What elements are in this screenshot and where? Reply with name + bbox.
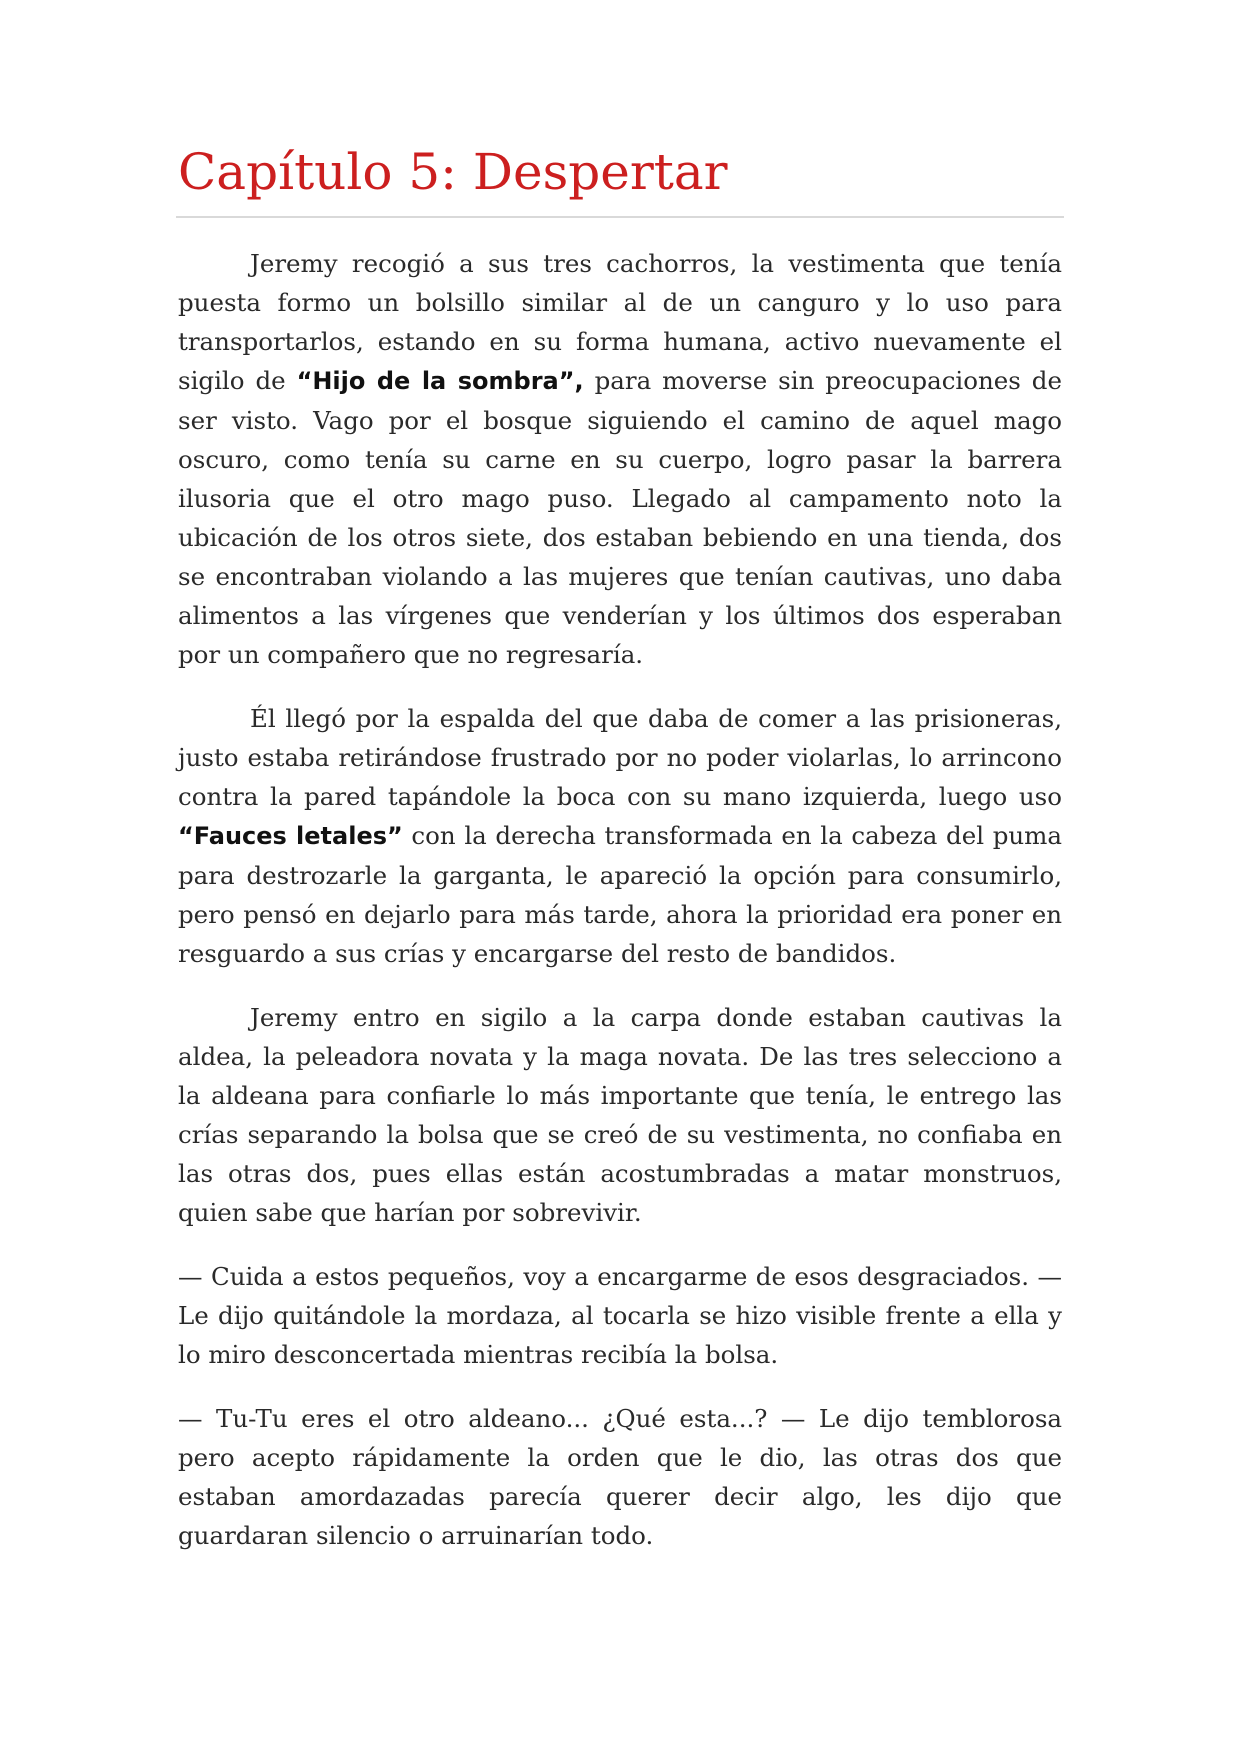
page-content — [176, 142, 1064, 1580]
paragraph-2-text-a: Él llegó por la espalda del que daba de comer a las prisioneras, justo estaba retirándose frustrado por no poder violarlas, lo arrincono contra la pared tapándole la boca con su mano izquierda, luego uso — [178, 704, 1062, 811]
skill-name-hijo-de-la-sombra: “Hijo de la sombra”, — [296, 367, 584, 395]
dialogue-paragraph-4: — Cuida a estos pequeños, voy a encargarme de esos desgraciados. — Le dijo quitándole la mordaza, al tocarla se hizo visible frente a ella y lo miro desconcertada mientras recibía la bolsa. — [178, 1262, 1062, 1369]
paragraph-3: Jeremy entro en sigilo a la carpa donde estaban cautivas la aldea, la peleadora novata y la maga novata. De las tres selecciono a la aldeana para confiarle lo más importante que tenía, le entrego las crías separando la bolsa que se creó de su vestimenta, no confiaba en las otras dos, pues ellas están acostumbradas a matar monstruos, quien sabe que harían por sobrevivir. — [178, 1003, 1062, 1227]
paragraph-1-text-b: para moverse sin preocupaciones de ser visto. Vago por el bosque siguiendo el camino de aquel mago oscuro, como tenía su carne en su cuerpo, logro pasar la barrera ilusoria que el otro mago puso. Llegado al campamento noto la ubicación de los otros siete, dos estaban bebiendo en una tienda, dos se encontraban violando a las mujeres que tenían cautivas, uno daba alimentos a las vírgenes que venderían y los últimos dos esperaban por un compañero que no regresaría. — [178, 366, 1062, 669]
paragraph-2-text-b: con la derecha transformada en la cabeza del puma para destrozarle la garganta, le apareció la opción para consumirlo, pero pensó en dejarlo para más tarde, ahora la prioridad era poner en resguardo a sus crías y encargarse del resto de bandidos. — [178, 821, 1062, 968]
dialogue-paragraph-5: — Tu-Tu eres el otro aldeano... ¿Qué esta...? — Le dijo temblorosa pero acepto rápidamente la orden que le dio, las otras dos que estaban amordazadas parecía querer decir algo, les dijo que guardaran silencio o arruinarían todo. — [178, 1404, 1062, 1550]
paragraph-1-text-a: Jeremy recogió a sus tres cachorros, la vestimenta que tenía puesta formo un bolsillo similar al de un canguro y lo uso para transportarlos, estando en su forma humana, activo nuevamente el sigilo de — [178, 249, 1062, 395]
title-divider — [176, 216, 1064, 218]
paragraph-1 — [176, 244, 1064, 674]
skill-name-fauces-letales: “Fauces letales” — [178, 822, 403, 850]
paragraph-2 — [176, 699, 1064, 973]
chapter-title: Capítulo 5: Despertar — [178, 143, 728, 201]
